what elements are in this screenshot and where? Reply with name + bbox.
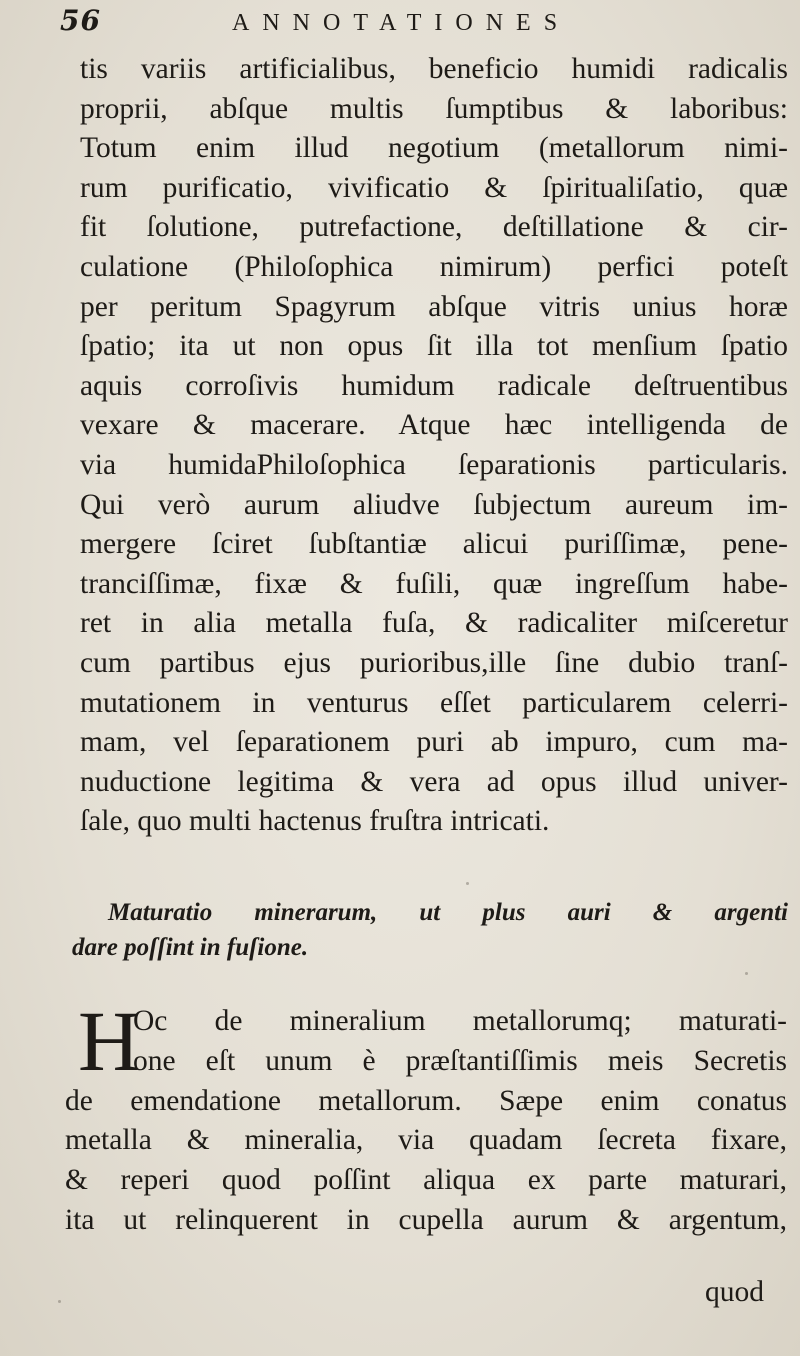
text-line: via humidaPhiloſophica ſeparationis particularis. (80, 448, 788, 481)
text-line: ita ut relinquerent in cupella aurum & argentum, (65, 1203, 787, 1236)
text-line: ret in alia metalla fuſa, & radicaliter miſceretur (80, 607, 788, 640)
heading-line: dare poſſint in fuſione. (72, 934, 309, 961)
text-line: ſpatio; ita ut non opus ſit illa tot menſium ſpatio (80, 330, 788, 363)
text-line: mam, vel ſeparationem puri ab impuro, cum ma- (80, 726, 788, 759)
page-header (60, 4, 760, 44)
text-line: nuductione legitima & vera ad opus illud univer- (80, 765, 788, 798)
text-line: mergere ſciret ſubſtantiæ alicui puriſſimæ, pene- (80, 528, 788, 561)
text-line: rum purificatio, vivificatio & ſpiritualiſatio, quæ (80, 171, 788, 204)
text-line: vexare & macerare. Atque hæc intelligenda de (80, 409, 788, 442)
text-line: per peritum Spagyrum abſque vitris unius horæ (80, 290, 788, 323)
text-line: ſale, quo multi hactenus fruſtra intricati. (80, 805, 550, 838)
text-line: de emendatione metallorum. Sæpe enim conatus (65, 1084, 787, 1117)
paper-speck (58, 1300, 61, 1303)
paragraph-2 (65, 1002, 787, 1241)
text-line: tranciſſimæ, fixæ & fuſili, quæ ingreſſum habe- (80, 567, 788, 600)
text-line: one eſt unum è præſtantiſſimis meis Secretis (133, 1044, 787, 1077)
text-line: Qui verò aurum aliudve ſubjectum aureum im- (80, 488, 788, 521)
text-line: proprii, abſque multis ſumptibus & laboribus: (80, 92, 788, 125)
running-head: ANNOTATIONES (232, 10, 571, 36)
text-line: Totum enim illud negotium (metallorum nimi- (80, 132, 788, 165)
paper-speck (745, 972, 748, 975)
text-line: culatione (Philoſophica nimirum) perfici poteſt (80, 250, 788, 283)
paragraph-1 (80, 50, 788, 842)
text-line: tis variis artificialibus, beneficio humidi radicalis (80, 53, 788, 85)
text-line: & reperi quod poſſint aliqua ex parte maturari, (65, 1164, 787, 1197)
text-line: Oc de mineralium metallorumq; maturati- (133, 1005, 787, 1037)
page-number: 56 (60, 4, 101, 37)
text-line: metalla & mineralia, via quadam ſecreta fixare, (65, 1124, 787, 1157)
text-line: aquis corroſivis humidum radicale deſtruentibus (80, 369, 788, 402)
text-line: cum partibus ejus purioribus,ille ſine dubio tranſ- (80, 646, 788, 679)
paper-speck (466, 882, 469, 885)
text-line: mutationem in venturus eſſet particularem celerri- (80, 686, 788, 719)
catchword: quod (705, 1276, 764, 1308)
text-line: fit ſolutione, putrefactione, deſtillatione & cir- (80, 211, 788, 244)
heading-line: Maturatio minerarum, ut plus auri & argenti (108, 899, 788, 926)
section-heading (72, 895, 788, 965)
drop-cap: H (78, 993, 141, 1089)
